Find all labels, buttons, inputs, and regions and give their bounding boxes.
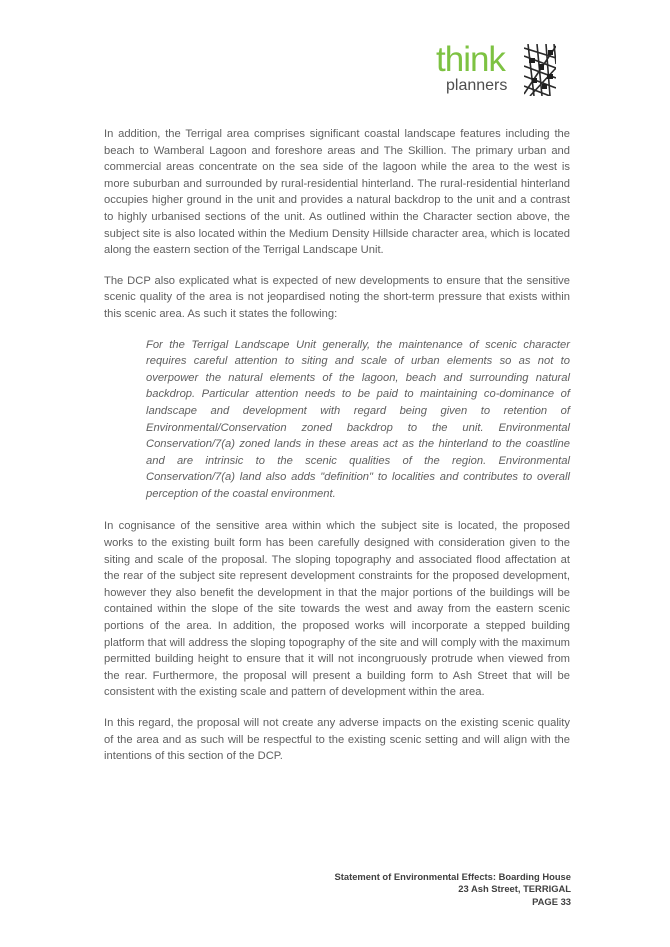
page-footer: [211, 871, 571, 908]
think-planners-logo: [436, 40, 556, 100]
logo-word-think: think: [436, 40, 505, 79]
body-paragraph: In this regard, the proposal will not create any adverse impacts on the existing scenic quality of the area and as such will be respectful to the existing scenic setting and will align with the intentions of this section of the DCP.: [104, 717, 570, 763]
body-paragraph: In addition, the Terrigal area comprises significant coastal landscape features including the beach to Wamberal Lagoon and foreshore areas and The Skillion. The primary urban and commercial areas concentrate on the sea side of the lagoon while the area to the west is more suburban and surrounded by rural-residential hinterland. The rural-residential hinterland occupies higher ground in the unit and provides a natural backdrop to the unit and a contrast to highly urbanised sections of the unit. As outlined within the Character section above, the subject site is also located within the Medium Density Hillside character area, which is located along the eastern section of the Terrigal Landscape Unit.: [104, 128, 570, 257]
logo-word-planners: planners: [446, 77, 508, 94]
page-body: [104, 126, 570, 779]
footer-document-title: Statement of Environmental Effects: Boarding House: [334, 871, 571, 882]
body-paragraph: The DCP also explicated what is expected of new developments to ensure that the sensitive scenic quality of the area is not jeopardised noting the short-term pressure that exists within this scenic area. As such it states the following:: [104, 274, 570, 320]
dcp-quote: For the Terrigal Landscape Unit generally, the maintenance of scenic character requires careful attention to siting and scale of urban elements so as not to overpower the natural elements of the lagoon, beach and surrounding natural backdrop. Particular attention needs to be paid to maintaining co-dominance of landscape and development with regard being given to retention of Environmental/Conservation zoned backdrop to the unit. Environmental Conservation/7(a) zoned lands in these areas act as the hinterland to the coastline and are intrinsic to the scenic qualities of the region. Environmental Conservation/7(a) land also adds "definition" to localities and contributes to overall perception of the coastal environment.: [146, 338, 570, 500]
body-paragraph: In cognisance of the sensitive area within which the subject site is located, the proposed works to the existing built form has been carefully designed with consideration given to the siting and scale of the proposal. The sloping topography and associated flood affectation at the rear of the subject site represent development constraints for the proposed development, however they also benefit the development in that the major portions of the buildings will be contained within the slope of the site towards the west and away from the eastern scenic portions of the area. In addition, the proposed works will incorporate a stepped building platform that will address the sloping topography of the site and will comply with the maximum permitted building height to ensure that it will not incongruously protrude when viewed from the rear. Furthermore, the proposal will present a building form to Ash Street that will be consistent with the existing scale and pattern of development within the area.: [104, 520, 570, 699]
page-number: PAGE 33: [532, 895, 571, 907]
footer-address: 23 Ash Street, TERRIGAL: [458, 883, 571, 895]
street-map-icon: [524, 44, 556, 96]
